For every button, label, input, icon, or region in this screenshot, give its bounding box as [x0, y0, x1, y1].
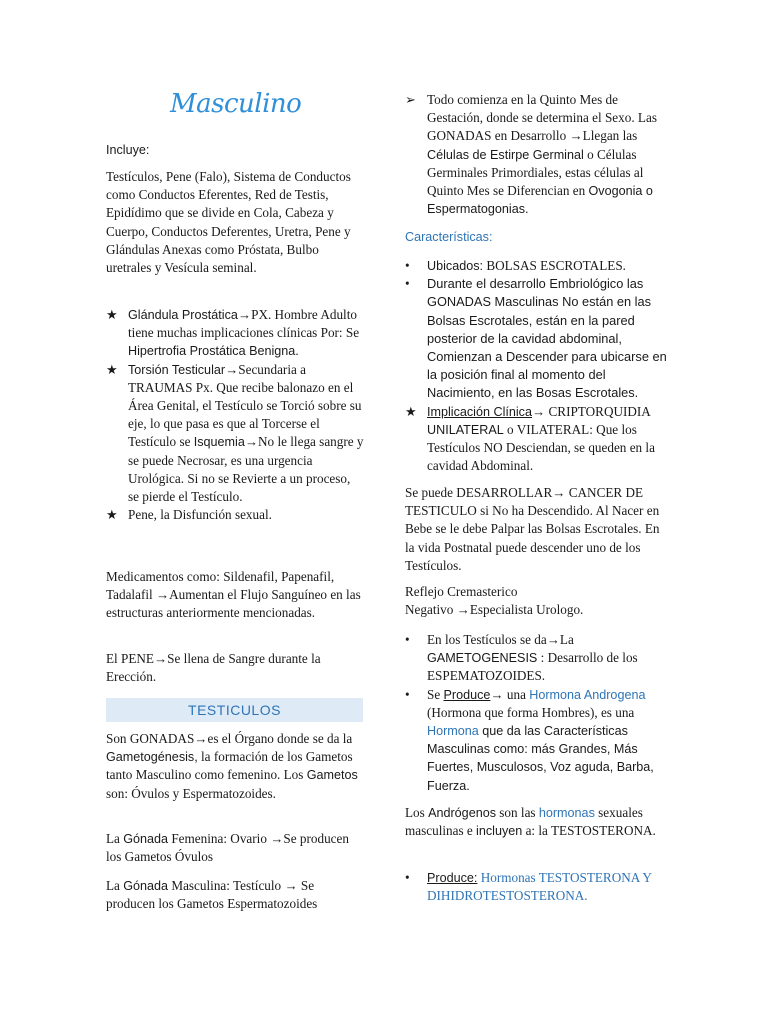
arrow-bullet-icon: ➢ — [405, 92, 417, 107]
cancer-paragraph: Se puede DESARROLLAR→ CANCER DE TESTICULO si No ha Descendido. Al Nacer en Bebe se le debe Palpar las Bolsas Escrotales. En la vida Postnatal puede descender uno de los Testículos. — [405, 485, 660, 573]
gametogenesis-list — [405, 631, 667, 795]
dot-icon: • — [405, 686, 410, 702]
list-item: • Durante el desarrollo Embriológico las GONADAS Masculinas No están en las Bolsas Escrotales, están en la pared posterior de la cavidad abdominal, Comienzan a Descender para ubicarse en la posición final al momento del Nacimiento, en las Bosas Escrotales. — [405, 276, 667, 401]
dot-icon: • — [405, 258, 410, 273]
medicamentos-paragraph: Medicamentos como: Sildenafil, Papenafil, Tadalafil →Aumentan el Flujo Sanguíneo en las estructuras anteriormente mencionadas. — [106, 569, 361, 621]
reflejo-paragraph: Reflejo Cremasterico Negativo →Especialista Urologo. — [405, 584, 584, 618]
list-item: • Se Produce→ una Hormona Androgena (Hormona que forma Hombres), es una Hormona que da las Características Masculinas como: más Grandes, Más Fuertes, Musculosos, Voz aguda, Barba, Fuerza. — [405, 686, 654, 793]
list-item: ★ Implicación Clínica→ CRIPTORQUIDIA UNILATERAL o VILATERAL: Que los Testículos NO Desciendan, se queden en la cavidad Abdominal. — [405, 403, 655, 474]
arrow-icon: → — [225, 361, 239, 377]
dot-icon: • — [405, 276, 410, 292]
testiculos-section-header: TESTICULOS — [106, 698, 363, 722]
star-icon: ★ — [106, 361, 118, 377]
left-star-list — [106, 306, 364, 524]
pene-paragraph: El PENE→Se llena de Sangre durante la Erección. — [106, 651, 321, 685]
arrow-icon: → — [244, 434, 259, 450]
list-item: ★ Torsión Testicular→Secundaria a TRAUMAS Px. Que recibe balonazo en el Área Genital, el Testículo se Torció sobre su eje, lo que pasa es que al Torcerse el Testículo se Isquemia→No le llega sangre y se puede Necrosar, es una urgencia Urológica. Si no se Revierte a un proceso, se pierde el Testículo. — [106, 361, 364, 505]
gonadas-paragraph: Son GONADAS→es el Órgano donde se da la Gametogénesis, la formación de los Gametos tanto Masculino como femenino. Los Gametos son: Óvulos y Espermatozoides. — [106, 731, 358, 801]
gonada-masculina-paragraph: La Gónada Masculina: Testículo → Se producen los Gametos Espermatozoides — [106, 878, 318, 912]
star-icon: ★ — [106, 307, 118, 322]
list-item: • Ubicados: BOLSAS ESCROTALES. — [405, 257, 667, 275]
dot-icon: • — [405, 870, 410, 885]
list-item: ★ Glándula Prostática→PX. Hombre Adulto tiene muchas implicaciones clínicas Por: Se Hipertrofia Prostática Benigna. — [106, 307, 360, 359]
right-arrow-list — [405, 91, 667, 218]
caracteristicas-list — [405, 257, 667, 475]
dot-icon: • — [405, 632, 410, 647]
androgenos-paragraph: Los Andrógenos son las hormonas sexuales masculinas e incluyen a: la TESTOSTERONA. — [405, 805, 656, 839]
incluye-heading: Incluye: — [106, 143, 150, 157]
intro-paragraph: Testículos, Pene (Falo), Sistema de Conductos como Conductos Eferentes, Red de Testis, Epidídimo que se divide en Cola, Cabeza y Cuerpo, Conductos Deferentes, Uretra, Pene y Glándulas Anexas como Próstata, Bulbo uretrales y Vesícula seminal. — [106, 169, 351, 276]
star-icon: ★ — [106, 507, 118, 523]
list-item: ★ Pene, la Disfunción sexual. — [106, 506, 364, 524]
caracteristicas-heading: Características: — [405, 230, 493, 244]
produce-list — [405, 869, 667, 905]
star-icon: ★ — [405, 403, 417, 419]
document-title: Masculino — [170, 89, 302, 119]
list-item: • Produce: Hormonas TESTOSTERONA Y DIHIDROTESTOSTERONA. — [405, 870, 652, 904]
list-item: ➢ Todo comienza en la Quinto Mes de Gestación, donde se determina el Sexo. Las GONADAS en Desarrollo →Llegan las Células de Estirpe Germinal o Células Germinales Primordiales, estas células al Quinto Mes se Diferencian en Ovogonia o Espermatogonias. — [405, 92, 657, 217]
list-item: • En los Testículos se da→La GAMETOGENESIS : Desarrollo de los ESPEMATOZOIDES. — [405, 632, 638, 684]
gonada-femenina-paragraph: La Gónada Femenina: Ovario →Se producen los Gametos Óvulos — [106, 831, 349, 865]
